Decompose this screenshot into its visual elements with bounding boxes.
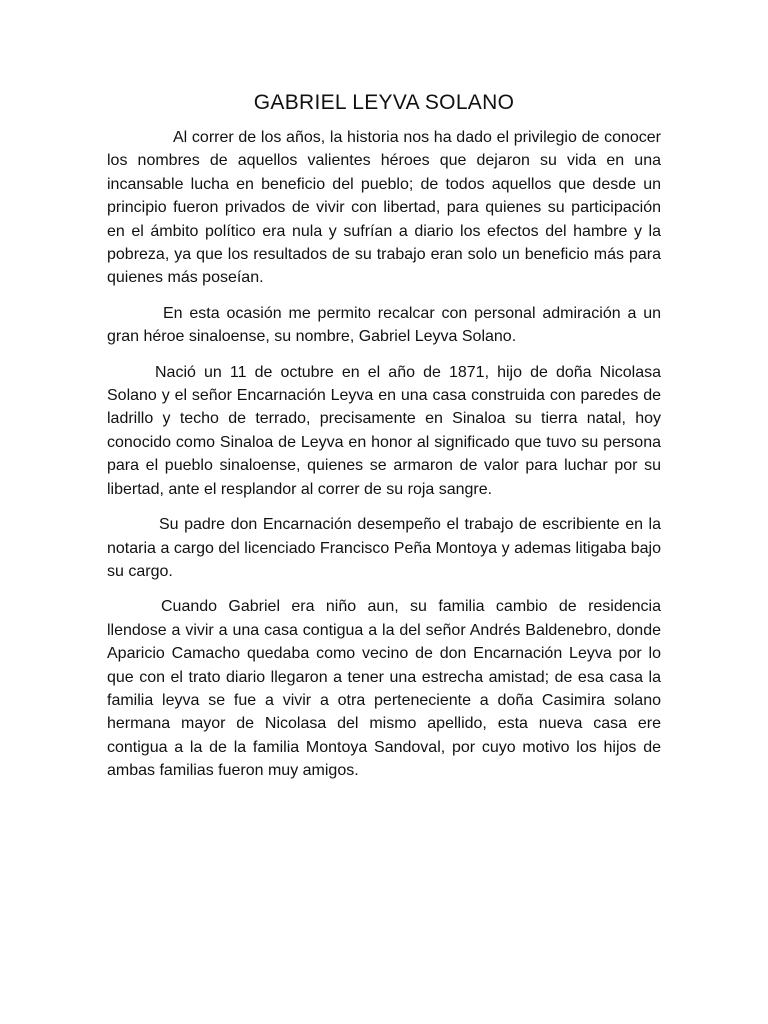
paragraph-2: En esta ocasión me permito recalcar con personal admiración a un gran héroe sinaloense, su nombre, Gabriel Leyva Solano. bbox=[107, 304, 661, 346]
paragraph-5: Cuando Gabriel era niño aun, su familia cambio de residencia llendose a vivir a una casa contigua a la del señor Andrés Baldenebro, donde Aparicio Camacho quedaba como vecino de don Encarnación Leyva por lo que con el trato diario llegaron a tener una estrecha amistad; de esa casa la familia leyva se fue a vivir a otra perteneciente a doña Casimira solano hermana mayor de Nicolasa del mismo apellido, esta nueva casa ere contigua a la de la familia Montoya Sandoval, por cuyo motivo los hijos de ambas familias fueron muy amigos. bbox=[107, 598, 661, 780]
page-title: GABRIEL LEYVA SOLANO bbox=[253, 91, 515, 114]
paragraph-4: Su padre don Encarnación desempeño el trabajo de escribiente en la notaria a cargo del licenciado Francisco Peña Montoya y ademas litigaba bajo su cargo. bbox=[107, 516, 661, 580]
document-body bbox=[107, 90, 661, 795]
paragraph-1: Al correr de los años, la historia nos ha dado el privilegio de conocer los nombres de aquellos valientes héroes que dejaron su vida en una incansable lucha en beneficio del pueblo; de todos aquellos que desde un principio fueron privados de vivir con libertad, para quienes su participación en el ámbito político era nula y sufrían a diario los efectos del hambre y la pobreza, ya que los resultados de su trabajo eran solo un beneficio más para quienes más poseían. bbox=[107, 129, 661, 287]
paragraph-3: Nació un 11 de octubre en el año de 1871, hijo de doña Nicolasa Solano y el señor Encarnación Leyva en una casa construida con paredes de ladrillo y techo de terrado, precisamente en Sinaloa su tierra natal, hoy conocido como Sinaloa de Leyva en honor al significado que tuvo su persona para el pueblo sinaloense, quienes se armaron de valor para luchar por su libertad, ante el resplandor al correr de su roja sangre. bbox=[107, 363, 661, 498]
